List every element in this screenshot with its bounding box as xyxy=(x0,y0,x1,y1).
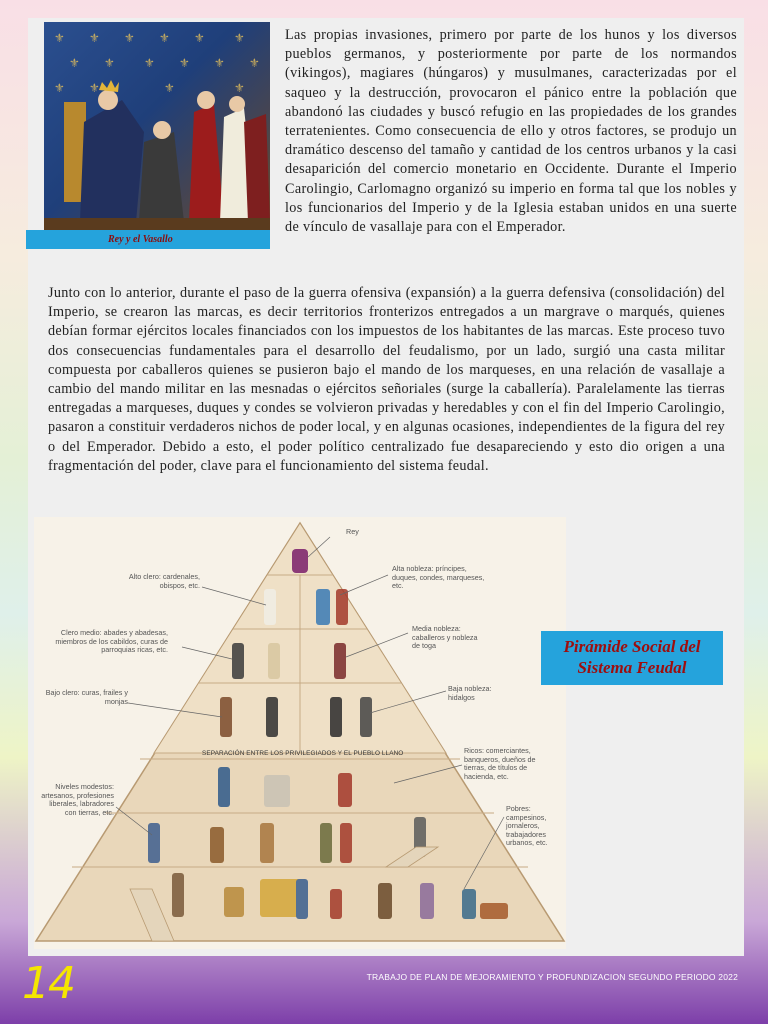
label-ricos: Ricos: comerciantes, banqueros, dueños de tierras, de títulos de hacienda, etc. xyxy=(464,746,536,781)
label-rey: Rey xyxy=(346,527,359,536)
label-alto-clero: Alto clero: cardenales, obispos, etc. xyxy=(128,572,200,590)
label-alta-nobleza: Alta nobleza: príncipes, duques, condes, marqueses, etc. xyxy=(392,564,485,591)
svg-text:⚜: ⚜ xyxy=(234,31,245,45)
pyramid-title-box xyxy=(541,631,723,685)
label-separacion: SEPARACIÓN ENTRE LOS PRIVILEGIADOS Y EL PUEBLO LLANO xyxy=(202,750,404,757)
label-niveles-modestos: Niveles modestos: artesanos, profesiones liberales, labradores con tierras, etc. xyxy=(41,782,114,817)
label-clero-medio: Clero medio: abades y abadesas, miembros de los cabildos, curas de parroquias ricas, etc. xyxy=(55,628,168,655)
svg-text:⚜: ⚜ xyxy=(144,56,155,70)
svg-text:⚜: ⚜ xyxy=(104,56,115,70)
svg-text:⚜: ⚜ xyxy=(234,81,245,95)
footer-text: TRABAJO DE PLAN DE MEJORAMIENTO Y PROFUNDIZACION SEGUNDO PERIODO 2022 xyxy=(366,972,738,982)
svg-text:⚜: ⚜ xyxy=(69,56,80,70)
label-baja-nobleza: Baja nobleza: hidalgos xyxy=(448,684,492,702)
svg-text:⚜: ⚜ xyxy=(179,56,190,70)
pyramid-title-line-2: Sistema Feudal xyxy=(577,658,687,677)
svg-text:⚜: ⚜ xyxy=(89,81,100,95)
svg-text:⚜: ⚜ xyxy=(164,81,175,95)
king-vassal-illustration xyxy=(44,22,270,230)
svg-text:⚜: ⚜ xyxy=(124,31,135,45)
paragraph-invasiones: Las propias invasiones, primero por parte de los hunos y los diversos pueblos germanos, y posteriormente por parte de los normandos (vikingos), magiares (húngaros) y musulmanes, caracterizadas por el saqueo y la destrucción, provocaron el pánico entre la población que abandonó las ciudades y buscó refugio en las propiedades de los grandes terratenientes. Como consecuencia de ello y otros factores, se produjo un dramático descenso del tamaño y cantidad de los centros urbanos y la casi desaparición del comercio monetario en Occidente. Durante el Imperio Carolingio, Carlomagno organizó su imperio en forma tal que los nobles y los funcionarios del Imperio y de la Iglesia estaban unidos en una suerte de vínculo de vasallaje para con el Emperador. xyxy=(285,27,737,236)
svg-text:⚜: ⚜ xyxy=(54,81,65,95)
label-media-nobleza: Media nobleza: caballeros y nobleza de toga xyxy=(412,624,478,651)
page-number: 14 xyxy=(22,958,74,1009)
svg-text:⚜: ⚜ xyxy=(54,31,65,45)
svg-text:⚜: ⚜ xyxy=(159,31,170,45)
svg-text:⚜: ⚜ xyxy=(214,56,225,70)
illustration-caption: Rey y el Vasallo xyxy=(26,230,270,249)
svg-text:⚜: ⚜ xyxy=(249,56,260,70)
pyramid-title-line-1: Pirámide Social del xyxy=(563,637,701,656)
paragraph-marcas: Junto con lo anterior, durante el paso de la guerra ofensiva (expansión) a la guerra defensiva (consolidación) del Imperio, se crearon las marcas, es decir territorios fronterizos entregados a un margrave o marqués, quienes debían formar ejércitos locales financiados con los impuestos de los habitantes de las marcas. Este proceso tuvo dos consecuencias fundamentales para el desarrollo del feudalismo, por un lado, surgió una casta militar compuesta por caballeros quienes se pusieron bajo el mando de los marqueses, en una relación de vasallaje a cambio del mando militar en las mesnadas o ejércitos señoriales (surge la caballería). Paralelamente las tierras entregadas a marqueses, duques y condes se volvieron privadas y heredables y con el fin del Imperio Carolingio, pasaron a constituir verdaderos nichos de poder local, y en algunas ocasiones, independientes de la figura del rey o del Emperador. Debido a esto, el poder político centralizado fue desapareciendo y esto dio origen a una fragmentación del poder, clave para el funcionamiento del sistema feudal. xyxy=(48,285,725,474)
king-vassal-picture xyxy=(44,22,270,230)
svg-text:⚜: ⚜ xyxy=(194,31,205,45)
label-bajo-clero: Bajo clero: curas, frailes y monjas xyxy=(45,688,128,706)
label-pobres: Pobres: campesinos, jornaleros, trabajadores urbanos, etc. xyxy=(506,804,548,848)
feudal-pyramid-illustration xyxy=(34,517,566,949)
svg-text:⚜: ⚜ xyxy=(89,31,100,45)
